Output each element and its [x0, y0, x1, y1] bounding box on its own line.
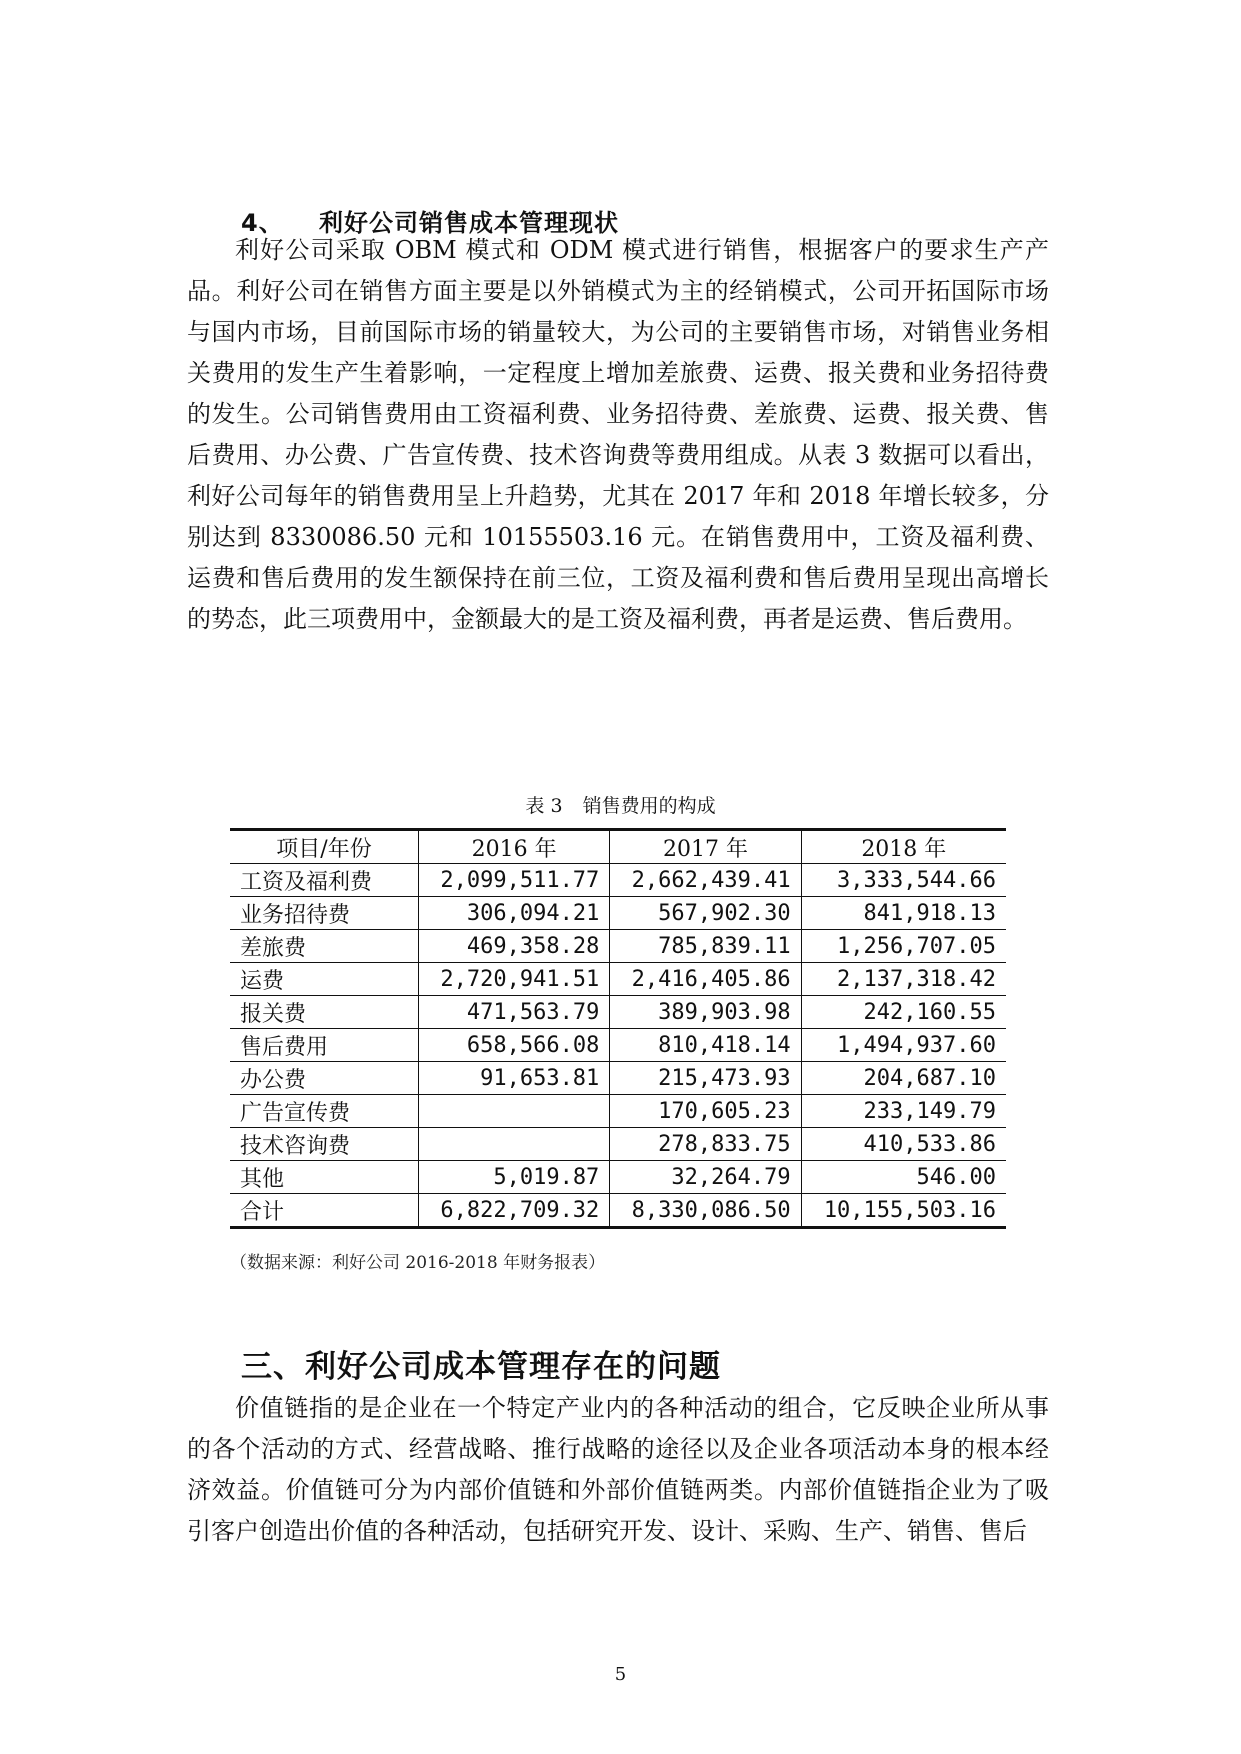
cell-2016 — [419, 1128, 610, 1161]
section-title: 利好公司销售成本管理现状 — [319, 209, 619, 237]
cell-2017: 2,662,439.41 — [610, 864, 801, 897]
cell-2017: 8,330,086.50 — [610, 1194, 801, 1228]
row-item: 技术咨询费 — [230, 1128, 419, 1161]
cell-2018: 242,160.55 — [801, 996, 1006, 1029]
paragraph-text: 价值链指的是企业在一个特定产业内的各种活动的组合，它反映企业所从事的各个活动的方式、经营战略、推行战略的途径以及企业各项活动本身的根本经济效益。价值链可分为内部价值链和外部价值链两类。内部价值链指企业为了吸引客户创造出价值的各种活动，包括研究开发、设计、采购、生产、销售、售后 — [187, 1394, 1049, 1545]
cell-2018: 10,155,503.16 — [801, 1194, 1006, 1228]
cell-2016: 306,094.21 — [419, 897, 610, 930]
cell-2016: 5,019.87 — [419, 1161, 610, 1194]
section-number: 4、 — [241, 209, 284, 237]
cell-2018: 841,918.13 — [801, 897, 1006, 930]
body-paragraph-1 — [187, 230, 1049, 640]
row-item: 售后费用 — [230, 1029, 419, 1062]
row-item: 广告宣传费 — [230, 1095, 419, 1128]
cell-2017: 2,416,405.86 — [610, 963, 801, 996]
row-item: 合计 — [230, 1194, 419, 1228]
table-row — [230, 1128, 1006, 1161]
cell-2018: 410,533.86 — [801, 1128, 1006, 1161]
cell-2018: 233,149.79 — [801, 1095, 1006, 1128]
table-row — [230, 897, 1006, 930]
row-item: 工资及福利费 — [230, 864, 419, 897]
sales-expense-table — [230, 828, 1006, 1229]
cell-2016 — [419, 1095, 610, 1128]
cell-2018: 1,256,707.05 — [801, 930, 1006, 963]
row-item: 办公费 — [230, 1062, 419, 1095]
cell-2016: 658,566.08 — [419, 1029, 610, 1062]
row-item: 其他 — [230, 1161, 419, 1194]
cell-2017: 810,418.14 — [610, 1029, 801, 1062]
cell-2016: 469,358.28 — [419, 930, 610, 963]
cell-2018: 546.00 — [801, 1161, 1006, 1194]
page-number: 5 — [614, 1664, 627, 1685]
cell-2017: 567,902.30 — [610, 897, 801, 930]
cell-2016: 2,099,511.77 — [419, 864, 610, 897]
table-caption-title: 销售费用的构成 — [582, 795, 716, 817]
table-total-row — [230, 1194, 1006, 1228]
cell-2016: 6,822,709.32 — [419, 1194, 610, 1228]
table-source-note: （数据来源：利好公司 2016-2018 年财务报表） — [230, 1253, 606, 1273]
cell-2018: 1,494,937.60 — [801, 1029, 1006, 1062]
cell-2016: 2,720,941.51 — [419, 963, 610, 996]
cell-2017: 389,903.98 — [610, 996, 801, 1029]
table-header-row — [230, 830, 1006, 864]
table-row — [230, 1095, 1006, 1128]
cell-2016: 91,653.81 — [419, 1062, 610, 1095]
header-2016: 2016 年 — [419, 830, 610, 864]
cell-2017: 278,833.75 — [610, 1128, 801, 1161]
table-row — [230, 1062, 1006, 1095]
table-row — [230, 996, 1006, 1029]
row-item: 运费 — [230, 963, 419, 996]
table-caption — [0, 791, 1241, 818]
cell-2017: 215,473.93 — [610, 1062, 801, 1095]
cell-2018: 3,333,544.66 — [801, 864, 1006, 897]
cell-2017: 785,839.11 — [610, 930, 801, 963]
header-2018: 2018 年 — [801, 830, 1006, 864]
table-row — [230, 864, 1006, 897]
table-caption-label: 表 3 — [525, 795, 563, 817]
header-2017: 2017 年 — [610, 830, 801, 864]
cell-2017: 32,264.79 — [610, 1161, 801, 1194]
table-row — [230, 1161, 1006, 1194]
header-item: 项目/年份 — [230, 830, 419, 864]
cell-2018: 204,687.10 — [801, 1062, 1006, 1095]
cell-2018: 2,137,318.42 — [801, 963, 1006, 996]
paragraph-text: 利好公司采取 OBM 模式和 ODM 模式进行销售，根据客户的要求生产产品。利好公司在销售方面主要是以外销模式为主的经销模式，公司开拓国际市场与国内市场，目前国际市场的销量较大，为公司的主要销售市场，对销售业务相关费用的发生产生着影响，一定程度上增加差旅费、运费、报关费和业务招待费的发生。公司销售费用由工资福利费、业务招待费、差旅费、运费、报关费、售后费用、办公费、广告宣传费、技术咨询费等费用组成。从表 3 数据可以看出，利好公司每年的销售费用呈上升趋势，尤其在 2017 年和 2018 年增长较多，分别达到 8330086.50 元和 10155503.16 元。在销售费用中，工资及福利费、运费和售后费用的发生额保持在前三位，工资及福利费和售后费用呈现出高增长的势态，此三项费用中，金额最大的是工资及福利费，再者是运费、售后费用。 — [187, 236, 1049, 633]
cell-2017: 170,605.23 — [610, 1095, 801, 1128]
row-item: 业务招待费 — [230, 897, 419, 930]
table-row — [230, 930, 1006, 963]
table-row — [230, 1029, 1006, 1062]
cell-2016: 471,563.79 — [419, 996, 610, 1029]
section-heading-3: 三、利好公司成本管理存在的问题 — [241, 1349, 721, 1385]
row-item: 报关费 — [230, 996, 419, 1029]
body-paragraph-2 — [187, 1388, 1049, 1552]
row-item: 差旅费 — [230, 930, 419, 963]
table-row — [230, 963, 1006, 996]
